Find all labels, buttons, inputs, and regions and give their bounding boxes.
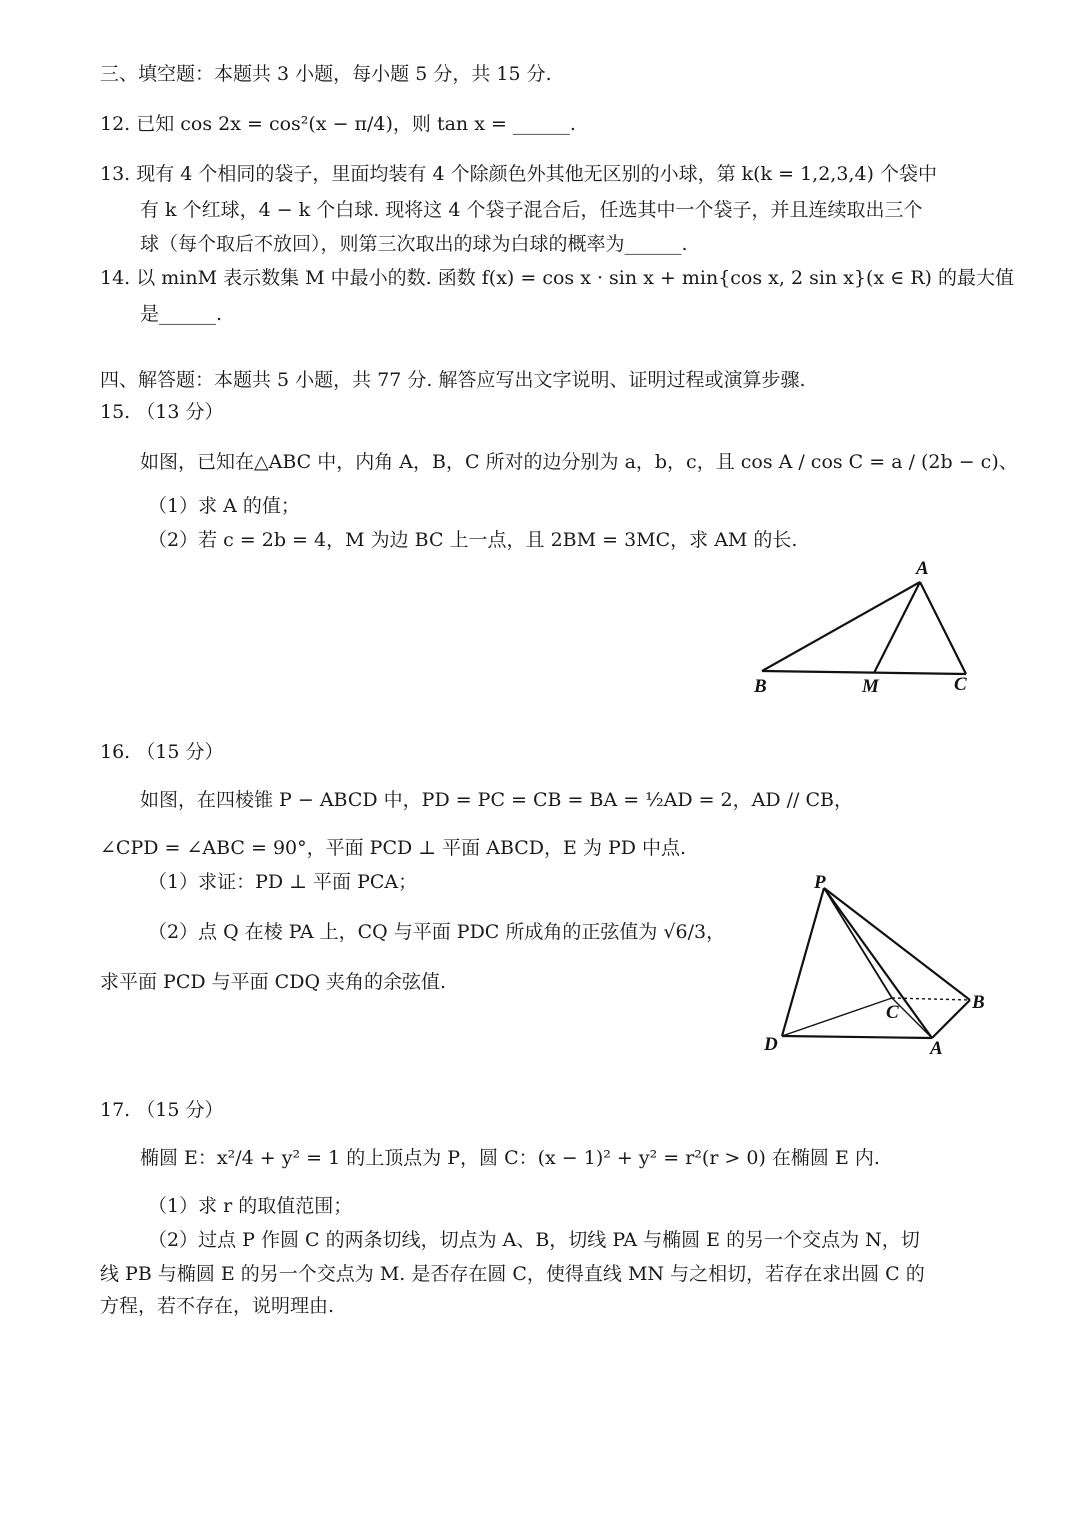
- q17-part2b: 线 PB 与椭圆 E 的另一个交点为 M. 是否存在圆 C，使得直线 MN 与之相切，若存在求出圆 C 的: [100, 1263, 925, 1285]
- q15-part2: （2）若 c = 2b = 4，M 为边 BC 上一点，且 2BM = 3MC，求 AM 的长.: [148, 529, 798, 551]
- label-d: D: [764, 1034, 778, 1055]
- triangle-abc-figure: [740, 550, 990, 700]
- label-b: B: [754, 676, 767, 697]
- q16-stem2: ∠CPD = ∠ABC = 90°，平面 PCD ⊥ 平面 ABCD，E 为 PD 中点.: [100, 837, 687, 859]
- q16-part2: （2）点 Q 在棱 PA 上，CQ 与平面 PDC 所成角的正弦值为 √6/3，: [148, 921, 726, 943]
- q16-part2b: 求平面 PCD 与平面 CDQ 夹角的余弦值.: [100, 971, 447, 993]
- section4-heading: 四、解答题：本题共 5 小题，共 77 分. 解答应写出文字说明、证明过程或演算步骤.: [100, 369, 806, 391]
- label-c: C: [954, 674, 967, 695]
- q13-line3: 球（每个取后不放回），则第三次取出的球为白球的概率为______.: [140, 233, 688, 255]
- q17-stem: 椭圆 E：x²/4 + y² = 1 的上顶点为 P，圆 C：(x − 1)² + y² = r²(r > 0) 在椭圆 E 内.: [140, 1147, 880, 1169]
- q17-header: 17. （15 分）: [100, 1099, 224, 1121]
- q12-line: 12. 已知 cos 2x = cos²(x − π/4)，则 tan x = ______.: [100, 113, 576, 135]
- label-a: A: [930, 1038, 943, 1059]
- q14-line2: 是______.: [140, 303, 223, 325]
- q16-stem1: 如图，在四棱锥 P − ABCD 中，PD = PC = CB = BA = ½AD = 2，AD // CB，: [140, 789, 853, 811]
- q13-line1: 13. 现有 4 个相同的袋子，里面均装有 4 个除颜色外其他无区别的小球，第 k(k = 1,2,3,4) 个袋中: [100, 163, 937, 185]
- pyramid-pabcd-figure: [750, 868, 1000, 1064]
- label-b: B: [972, 992, 985, 1013]
- q17-part2c: 方程，若不存在，说明理由.: [100, 1295, 335, 1317]
- q13-line2: 有 k 个红球，4 − k 个白球. 现将这 4 个袋子混合后，任选其中一个袋子，并且连续取出三个: [140, 199, 923, 221]
- q15-part1: （1）求 A 的值；: [148, 495, 300, 517]
- q16-header: 16. （15 分）: [100, 741, 224, 763]
- q14-line1: 14. 以 minM 表示数集 M 中最小的数. 函数 f(x) = cos x · sin x + min{cos x, 2 sin x}(x ∈ R) 的最大值: [100, 267, 1015, 289]
- section3-heading: 三、填空题：本题共 3 小题，每小题 5 分，共 15 分.: [100, 63, 552, 85]
- label-p: P: [814, 872, 826, 893]
- label-c: C: [886, 1002, 899, 1023]
- q15-header: 15. （13 分）: [100, 401, 224, 423]
- q17-part1: （1）求 r 的取值范围；: [148, 1195, 353, 1217]
- label-m: M: [862, 676, 879, 697]
- q16-part1: （1）求证：PD ⊥ 平面 PCA；: [148, 871, 418, 893]
- q17-part2a: （2）过点 P 作圆 C 的两条切线，切点为 A、B，切线 PA 与椭圆 E 的另一个交点为 N，切: [148, 1229, 920, 1251]
- label-a: A: [916, 558, 929, 579]
- q15-stem: 如图，已知在△ABC 中，内角 A，B，C 所对的边分别为 a，b，c，且 cos A / cos C = a / (2b − c)、: [140, 451, 1018, 473]
